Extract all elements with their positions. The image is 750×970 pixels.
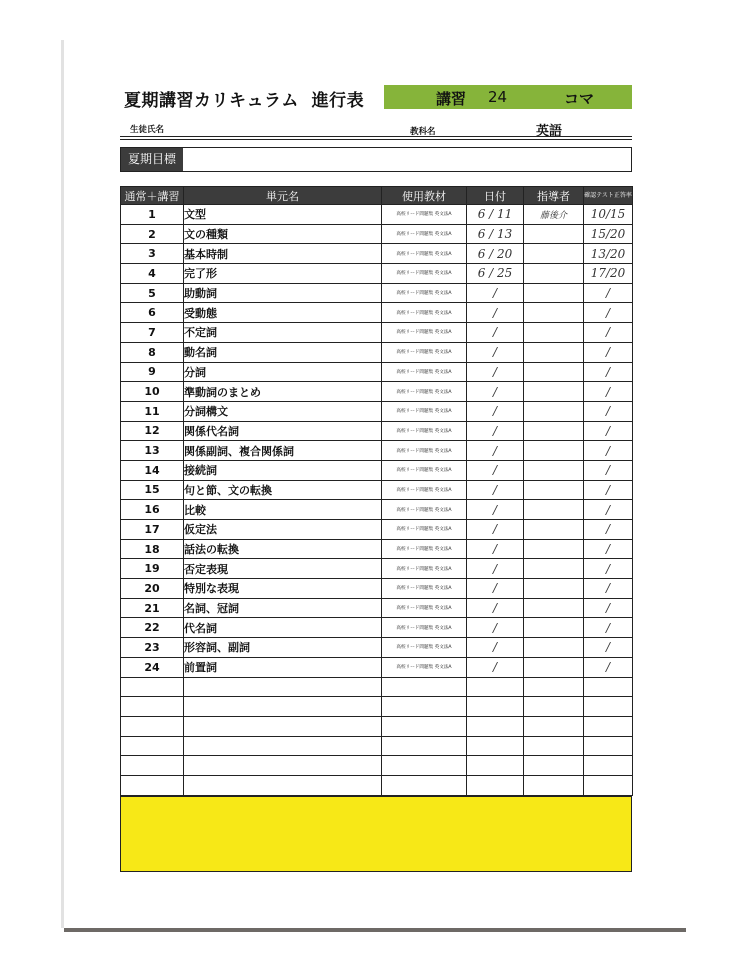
teacher-cell [524, 697, 584, 717]
student-name-label: 生徒氏名 [130, 125, 165, 135]
row-number-cell [121, 756, 184, 776]
material-cell: 高校リード問題集 英文法A [382, 283, 467, 303]
koma-label: コマ [564, 90, 595, 108]
row-number-cell: 18 [121, 539, 184, 559]
row-number-cell [121, 697, 184, 717]
col-header-date: 日付 [467, 187, 524, 205]
date-cell: 6 / 25 [467, 264, 524, 284]
table-row [121, 421, 633, 441]
test-score-cell: / [584, 480, 633, 500]
unit-name-cell: 句と節、文の転換 [184, 480, 382, 500]
date-cell: / [467, 500, 524, 520]
material-cell [382, 697, 467, 717]
unit-name-cell: 完了形 [184, 264, 382, 284]
material-cell: 高校リード問題集 英文法A [382, 441, 467, 461]
unit-name-cell: 文型 [184, 205, 382, 225]
teacher-cell [524, 775, 584, 795]
material-cell: 高校リード問題集 英文法A [382, 342, 467, 362]
material-cell [382, 756, 467, 776]
test-score-cell: / [584, 323, 633, 343]
unit-name-cell: 動名詞 [184, 342, 382, 362]
teacher-cell [524, 401, 584, 421]
row-number-cell: 12 [121, 421, 184, 441]
subject-value: 英語 [536, 124, 563, 139]
date-cell [467, 756, 524, 776]
table-row [121, 539, 633, 559]
test-score-cell: / [584, 579, 633, 599]
table-row [121, 736, 633, 756]
date-cell [467, 716, 524, 736]
test-score-cell: 13/20 [584, 244, 633, 264]
material-cell: 高校リード問題集 英文法A [382, 520, 467, 540]
unit-name-cell: 分詞 [184, 362, 382, 382]
table-row [121, 598, 633, 618]
table-row [121, 460, 633, 480]
teacher-cell [524, 460, 584, 480]
table-row [121, 775, 633, 795]
test-score-cell [584, 677, 633, 697]
row-number-cell: 5 [121, 283, 184, 303]
date-cell: / [467, 657, 524, 677]
summer-goal-label: 夏期目標 [121, 148, 183, 171]
test-score-cell: / [584, 618, 633, 638]
test-score-cell: / [584, 520, 633, 540]
unit-name-cell [184, 775, 382, 795]
unit-name-cell: 準動詞のまとめ [184, 382, 382, 402]
table-row [121, 283, 633, 303]
unit-name-cell [184, 756, 382, 776]
date-cell: / [467, 421, 524, 441]
summer-goal-field[interactable] [120, 147, 632, 172]
test-score-cell: / [584, 401, 633, 421]
test-score-cell: / [584, 657, 633, 677]
material-cell: 高校リード問題集 英文法A [382, 657, 467, 677]
unit-name-cell: 接続詞 [184, 460, 382, 480]
teacher-cell [524, 638, 584, 658]
date-cell: / [467, 283, 524, 303]
unit-name-cell: 特別な表現 [184, 579, 382, 599]
date-cell: / [467, 460, 524, 480]
row-number-cell: 23 [121, 638, 184, 658]
subject-label: 教科名 [410, 127, 436, 137]
date-cell: / [467, 401, 524, 421]
test-score-cell: / [584, 598, 633, 618]
test-score-cell: / [584, 638, 633, 658]
unit-name-cell: 形容詞、副詞 [184, 638, 382, 658]
date-cell [467, 736, 524, 756]
unit-name-cell [184, 697, 382, 717]
material-cell: 高校リード問題集 英文法A [382, 205, 467, 225]
date-cell [467, 775, 524, 795]
teacher-cell [524, 520, 584, 540]
row-number-cell: 8 [121, 342, 184, 362]
material-cell: 高校リード問題集 英文法A [382, 401, 467, 421]
teacher-cell [524, 342, 584, 362]
row-number-cell: 24 [121, 657, 184, 677]
test-score-cell: / [584, 382, 633, 402]
col-header-teacher: 指導者 [524, 187, 584, 205]
date-cell: 6 / 13 [467, 224, 524, 244]
date-cell: 6 / 20 [467, 244, 524, 264]
row-number-cell: 1 [121, 205, 184, 225]
date-cell: / [467, 441, 524, 461]
table-row [121, 657, 633, 677]
unit-name-cell: 助動詞 [184, 283, 382, 303]
divider-line [120, 136, 632, 137]
koshu-label: 講習 [436, 90, 467, 108]
material-cell: 高校リード問題集 英文法A [382, 224, 467, 244]
material-cell: 高校リード問題集 英文法A [382, 303, 467, 323]
date-cell: / [467, 638, 524, 658]
page-title: 夏期講習カリキュラム 進行表 [124, 91, 365, 111]
unit-name-cell: 仮定法 [184, 520, 382, 540]
table-row [121, 579, 633, 599]
row-number-cell [121, 736, 184, 756]
table-row [121, 401, 633, 421]
test-score-cell: / [584, 283, 633, 303]
table-row [121, 480, 633, 500]
row-number-cell: 20 [121, 579, 184, 599]
unit-name-cell: 話法の転換 [184, 539, 382, 559]
table-row [121, 224, 633, 244]
unit-name-cell: 否定表現 [184, 559, 382, 579]
row-number-cell [121, 677, 184, 697]
material-cell: 高校リード問題集 英文法A [382, 480, 467, 500]
teacher-cell [524, 264, 584, 284]
material-cell: 高校リード問題集 英文法A [382, 638, 467, 658]
table-row [121, 441, 633, 461]
date-cell: / [467, 520, 524, 540]
divider-line [120, 139, 632, 140]
teacher-cell [524, 500, 584, 520]
teacher-cell [524, 716, 584, 736]
unit-name-cell: 関係副詞、複合関係詞 [184, 441, 382, 461]
table-row [121, 697, 633, 717]
teacher-cell [524, 323, 584, 343]
teacher-cell [524, 421, 584, 441]
unit-name-cell: 代名詞 [184, 618, 382, 638]
teacher-cell [524, 244, 584, 264]
material-cell: 高校リード問題集 英文法A [382, 579, 467, 599]
row-number-cell: 6 [121, 303, 184, 323]
test-score-cell: / [584, 441, 633, 461]
material-cell: 高校リード問題集 英文法A [382, 539, 467, 559]
material-cell: 高校リード問題集 英文法A [382, 559, 467, 579]
table-row [121, 244, 633, 264]
teacher-cell [524, 480, 584, 500]
material-cell: 高校リード問題集 英文法A [382, 323, 467, 343]
table-row [121, 677, 633, 697]
col-header-number: 通常＋講習 [121, 187, 184, 205]
date-cell: / [467, 323, 524, 343]
test-score-cell: 17/20 [584, 264, 633, 284]
unit-name-cell: 前置詞 [184, 657, 382, 677]
row-number-cell: 11 [121, 401, 184, 421]
row-number-cell: 15 [121, 480, 184, 500]
koshu-count-box [384, 85, 632, 109]
table-row [121, 559, 633, 579]
test-score-cell: / [584, 303, 633, 323]
unit-name-cell [184, 677, 382, 697]
test-score-cell: 10/15 [584, 205, 633, 225]
teacher-cell [524, 559, 584, 579]
material-cell: 高校リード問題集 英文法A [382, 598, 467, 618]
test-score-cell [584, 736, 633, 756]
unit-name-cell: 受動態 [184, 303, 382, 323]
row-number-cell: 13 [121, 441, 184, 461]
table-row [121, 264, 633, 284]
test-score-cell: / [584, 559, 633, 579]
date-cell: / [467, 362, 524, 382]
unit-name-cell: 比較 [184, 500, 382, 520]
table-row [121, 520, 633, 540]
material-cell: 高校リード問題集 英文法A [382, 421, 467, 441]
unit-name-cell: 関係代名詞 [184, 421, 382, 441]
table-row [121, 362, 633, 382]
teacher-cell [524, 657, 584, 677]
material-cell [382, 775, 467, 795]
teacher-cell [524, 539, 584, 559]
date-cell: / [467, 559, 524, 579]
koshu-count: 24 [488, 88, 508, 106]
table-header-row [121, 187, 633, 205]
material-cell: 高校リード問題集 英文法A [382, 382, 467, 402]
row-number-cell: 2 [121, 224, 184, 244]
material-cell: 高校リード問題集 英文法A [382, 362, 467, 382]
teacher-cell [524, 756, 584, 776]
row-number-cell: 17 [121, 520, 184, 540]
unit-name-cell [184, 736, 382, 756]
material-cell: 高校リード問題集 英文法A [382, 264, 467, 284]
teacher-cell [524, 303, 584, 323]
row-number-cell: 4 [121, 264, 184, 284]
table-row [121, 382, 633, 402]
date-cell: / [467, 480, 524, 500]
test-score-cell: / [584, 539, 633, 559]
date-cell [467, 677, 524, 697]
teacher-cell [524, 579, 584, 599]
material-cell: 高校リード問題集 英文法A [382, 460, 467, 480]
table-row [121, 205, 633, 225]
table-row [121, 638, 633, 658]
teacher-cell [524, 283, 584, 303]
unit-name-cell: 分詞構文 [184, 401, 382, 421]
teacher-cell [524, 362, 584, 382]
teacher-cell [524, 382, 584, 402]
table-row [121, 618, 633, 638]
table-row [121, 342, 633, 362]
material-cell: 高校リード問題集 英文法A [382, 500, 467, 520]
curriculum-table [120, 186, 633, 796]
row-number-cell: 19 [121, 559, 184, 579]
col-header-test-score: 確認テスト正答率 [584, 187, 633, 205]
table-row [121, 716, 633, 736]
row-number-cell: 16 [121, 500, 184, 520]
date-cell: / [467, 598, 524, 618]
row-number-cell: 3 [121, 244, 184, 264]
test-score-cell [584, 775, 633, 795]
material-cell: 高校リード問題集 英文法A [382, 618, 467, 638]
test-score-cell [584, 756, 633, 776]
teacher-cell [524, 736, 584, 756]
row-number-cell: 7 [121, 323, 184, 343]
material-cell [382, 716, 467, 736]
row-number-cell [121, 775, 184, 795]
table-row [121, 303, 633, 323]
row-number-cell: 10 [121, 382, 184, 402]
test-score-cell [584, 697, 633, 717]
unit-name-cell: 文の種類 [184, 224, 382, 244]
material-cell [382, 736, 467, 756]
material-cell [382, 677, 467, 697]
test-score-cell: 15/20 [584, 224, 633, 244]
col-header-unit: 単元名 [184, 187, 382, 205]
row-number-cell: 22 [121, 618, 184, 638]
teacher-cell [524, 598, 584, 618]
test-score-cell: / [584, 500, 633, 520]
table-row [121, 500, 633, 520]
date-cell: / [467, 579, 524, 599]
material-cell: 高校リード問題集 英文法A [382, 244, 467, 264]
date-cell: / [467, 618, 524, 638]
date-cell: 6 / 11 [467, 205, 524, 225]
date-cell [467, 697, 524, 717]
row-number-cell [121, 716, 184, 736]
row-number-cell: 14 [121, 460, 184, 480]
date-cell: / [467, 342, 524, 362]
test-score-cell [584, 716, 633, 736]
test-score-cell: / [584, 460, 633, 480]
notes-area[interactable] [120, 796, 632, 872]
row-number-cell: 9 [121, 362, 184, 382]
test-score-cell: / [584, 342, 633, 362]
sheet-bottom-edge [64, 928, 686, 932]
teacher-cell [524, 618, 584, 638]
unit-name-cell: 基本時制 [184, 244, 382, 264]
row-number-cell: 21 [121, 598, 184, 618]
unit-name-cell [184, 716, 382, 736]
test-score-cell: / [584, 421, 633, 441]
test-score-cell: / [584, 362, 633, 382]
teacher-cell [524, 441, 584, 461]
table-row [121, 756, 633, 776]
teacher-cell [524, 677, 584, 697]
teacher-cell: 藤後介 [524, 205, 584, 225]
unit-name-cell: 不定詞 [184, 323, 382, 343]
table-row [121, 323, 633, 343]
date-cell: / [467, 303, 524, 323]
date-cell: / [467, 382, 524, 402]
teacher-cell [524, 224, 584, 244]
unit-name-cell: 名詞、冠詞 [184, 598, 382, 618]
date-cell: / [467, 539, 524, 559]
col-header-material: 使用教材 [382, 187, 467, 205]
